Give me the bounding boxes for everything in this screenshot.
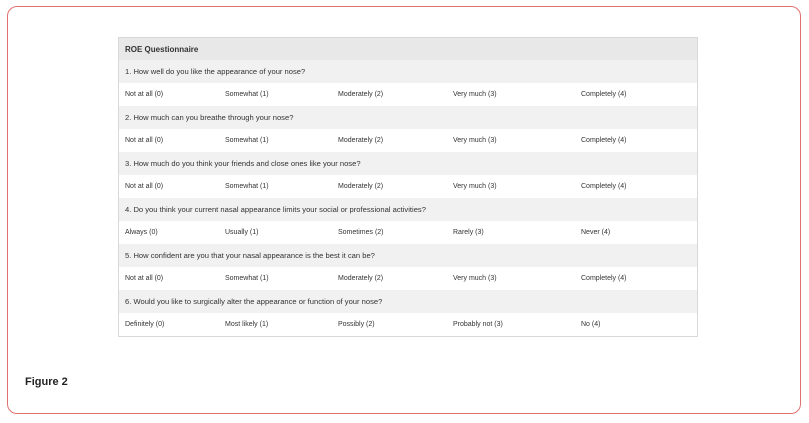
answer-option: Not at all (0) <box>125 183 164 190</box>
answer-option: Usually (1) <box>225 229 259 236</box>
answer-option: Moderately (2) <box>338 91 384 98</box>
answer-row-1 <box>119 83 697 106</box>
answer-option: Probably not (3) <box>453 321 503 328</box>
answer-option: Very much (3) <box>453 91 497 98</box>
answer-option: Not at all (0) <box>125 91 164 98</box>
table-title: ROE Questionnaire <box>119 38 697 60</box>
answer-option: Definitely (0) <box>125 321 165 328</box>
answer-option: Completely (4) <box>581 275 627 282</box>
answer-row-6 <box>119 313 697 336</box>
answer-option: Moderately (2) <box>338 137 384 144</box>
question-5: 5. How confident are you that your nasal appearance is the best it can be? <box>119 244 697 267</box>
answer-option: Not at all (0) <box>125 137 164 144</box>
answer-option: Not at all (0) <box>125 275 164 282</box>
answer-option: Completely (4) <box>581 91 627 98</box>
question-6: 6. Would you like to surgically alter the appearance or function of your nose? <box>119 290 697 313</box>
answer-option: Very much (3) <box>453 275 497 282</box>
answer-row-2 <box>119 129 697 152</box>
question-2: 2. How much can you breathe through your nose? <box>119 106 697 129</box>
answer-option: Somewhat (1) <box>225 183 269 190</box>
answer-option: Moderately (2) <box>338 183 384 190</box>
answer-option: Somewhat (1) <box>225 137 269 144</box>
answer-row-5 <box>119 267 697 290</box>
roe-questionnaire-table <box>118 37 698 337</box>
answer-option: Possibly (2) <box>338 321 375 328</box>
answer-row-4 <box>119 221 697 244</box>
answer-option: Completely (4) <box>581 183 627 190</box>
answer-row-3 <box>119 175 697 198</box>
question-4: 4. Do you think your current nasal appearance limits your social or professional activities? <box>119 198 697 221</box>
answer-option: Moderately (2) <box>338 275 384 282</box>
answer-option: No (4) <box>581 321 601 328</box>
answer-option: Rarely (3) <box>453 229 484 236</box>
answer-option: Completely (4) <box>581 137 627 144</box>
answer-option: Sometimes (2) <box>338 229 384 236</box>
question-1: 1. How well do you like the appearance of your nose? <box>119 60 697 83</box>
answer-option: Very much (3) <box>453 137 497 144</box>
answer-option: Never (4) <box>581 229 611 236</box>
answer-option: Very much (3) <box>453 183 497 190</box>
answer-option: Always (0) <box>125 229 158 236</box>
answer-option: Somewhat (1) <box>225 91 269 98</box>
question-3: 3. How much do you think your friends and close ones like your nose? <box>119 152 697 175</box>
answer-option: Somewhat (1) <box>225 275 269 282</box>
answer-option: Most likely (1) <box>225 321 269 328</box>
figure-caption: Figure 2 <box>25 376 68 388</box>
